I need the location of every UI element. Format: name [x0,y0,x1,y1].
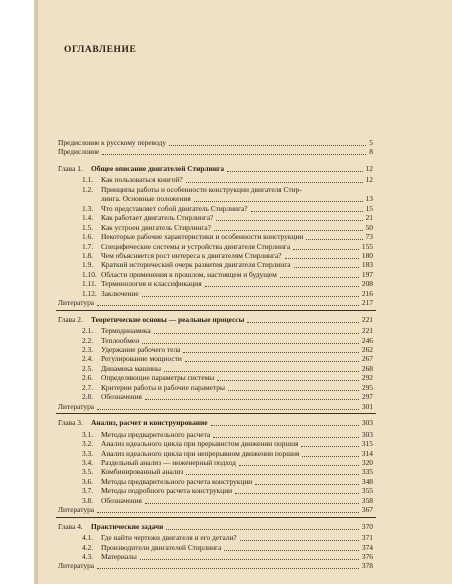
toc-entry-number: 1.12. [82,288,97,298]
toc-entry-number: 4.2. [82,542,94,552]
toc-entry-number: 3.2. [82,439,94,449]
toc-entry-title: Удержание рабочего тела [101,345,181,354]
toc-entry-number: 1.4. [82,213,94,223]
toc-page-number: 73 [365,232,373,242]
dot-leader [301,445,358,447]
chapter-divider [56,517,376,518]
dot-leader [294,266,359,268]
dot-leader [166,528,359,530]
toc-entry-number: 1.10. [82,269,97,279]
toc-entry-number: 3.4. [82,457,94,467]
toc-page-number: 8 [369,147,373,157]
dot-leader [186,181,363,183]
toc-page-number: 12 [365,175,373,185]
toc-entry-row [58,505,373,515]
toc-entry-title: Принципы работы и особенности конструкции двигателя Стир- [101,184,302,194]
toc-page-number: 21 [365,213,373,223]
toc-entry-number: Глава 3. [58,418,83,428]
toc-page-number: 197 [361,269,373,279]
toc-page-number: 358 [361,495,373,505]
dot-leader [247,321,359,323]
toc-entry-title: Методы предварительного расчета конструкции [101,476,253,486]
toc-entry-title: Литература [58,505,95,515]
toc-entry-title: Производители двигателей Стирлинга [101,542,222,552]
toc-entry-title: Предисловие [58,147,100,157]
toc-entry-title: Методы подробного расчета конструкции [101,486,233,496]
dot-leader [239,464,359,466]
dot-leader [213,436,359,438]
dot-leader [145,398,359,400]
toc-page-number: 208 [361,279,373,289]
toc-entry-title: Комбинированный анализ [101,467,184,477]
toc-entry-number: 2.2. [82,335,94,345]
toc-entry-number: 2.1. [82,326,94,336]
toc-entry-number: 1.3. [82,203,94,213]
toc-page-number: 348 [361,476,373,486]
toc-entry-title: Некоторые рабочие характеристики и особенности конструкции [101,232,304,242]
toc-page-number: 155 [361,241,373,251]
dot-leader [240,539,359,541]
toc-entry-title: Общее описание двигателей Стирлинга [91,163,225,173]
dot-leader [251,210,363,212]
dot-leader [217,379,359,381]
toc-page-number: 268 [361,363,373,373]
dot-leader [97,304,359,306]
dot-leader [228,389,359,391]
toc-entry-number: 2.7. [82,382,94,392]
toc-entry-number: 1.6. [82,232,94,242]
toc-entry-title: Краткий исторический очерк развития двигателя Стирлинга [101,260,291,270]
toc-entry-number: Глава 1. [58,163,83,173]
toc-page-number: 183 [361,260,373,270]
toc-entry-number: 1.2. [82,184,94,194]
toc-entry-title: Литература [58,401,95,411]
toc-entry-title: Как работает двигатель Стирлинга? [101,213,214,223]
dot-leader [280,276,359,278]
dot-leader [97,511,359,513]
toc-entry-number: 1.9. [82,260,94,270]
toc-page-number: 180 [361,250,373,260]
dot-leader [216,219,362,221]
toc-entry-number: 1.11. [82,279,97,289]
dot-leader [183,351,358,353]
dot-leader [293,248,359,250]
toc-chapter-row [58,164,373,174]
toc-entry-title: Анализ, расчет и конструирование [91,418,208,428]
toc-page-number: 217 [361,298,373,308]
toc-page-number: 216 [361,288,373,298]
dot-leader [97,567,359,569]
toc-entry-title: Обозначения [101,392,142,402]
toc-heading: ОГЛАВЛЕНИЕ [64,45,137,55]
toc-entry-title: Регулирование мощности [101,354,182,364]
toc-page-number: 221 [361,314,373,324]
toc-entry-title: линга. Основные положения [101,194,191,204]
toc-page-number: 378 [361,561,373,571]
chapter-divider [56,413,376,414]
toc-entry-number: 3.1. [82,429,94,439]
toc-entry-title: Где найти чертежи двигателя и его детали? [101,533,237,543]
toc-entry-number: 4.3. [82,552,94,561]
dot-leader [142,295,359,297]
toc-page-number: 376 [361,552,373,561]
dot-leader [302,455,359,457]
toc-entry-number: 3.6. [82,476,94,486]
toc-entry-row [58,147,373,157]
toc-entry-row [58,561,373,571]
toc-entry-title: Как пользоваться книгой? [101,175,183,185]
toc-entry-title: Литература [58,298,95,308]
dot-leader [227,170,363,172]
toc-page-number: 301 [361,401,373,411]
toc-entry-title: Литература [58,561,95,571]
toc-entry-title: Раздельный анализ — инженерный подход [101,457,236,467]
dot-leader [306,238,362,240]
toc-page-number: 12 [365,163,373,173]
dot-leader [224,549,359,551]
toc-entry-title: Критерии работы и рабочие параметры [101,382,225,392]
toc-entry-title: Методы предварительного расчета [101,429,211,439]
toc-entry-number: 1.1. [82,175,94,185]
toc-entry-number: 1.8. [82,250,94,260]
toc-page-number: 13 [365,194,373,204]
toc-entry-number: 2.6. [82,373,94,383]
toc-entry-title: Термодинамика [101,326,151,336]
toc-page-number: 295 [361,382,373,392]
dot-leader [255,483,359,485]
toc-entry-title: Предисловие к русскому переводу [58,138,167,147]
toc-chapter-row [58,418,373,428]
dot-leader [214,229,363,231]
toc-page-number: 367 [361,505,373,515]
toc-page-number: 15 [365,203,373,213]
toc-entry-title: Теоретические основы — реальные процессы [91,314,245,324]
toc-entry-title: Динамика машины [101,363,161,373]
toc-entry-title: Анализ идеального цикла при прерывистом движении поршня [101,439,299,449]
toc-page-number: 370 [361,521,373,531]
toc-entry-number: Глава 4. [58,521,83,531]
dot-leader [169,144,366,146]
toc-page-number: 355 [361,486,373,496]
toc-entry-number: Глава 2. [58,314,83,324]
toc-page-number: 315 [361,439,373,449]
toc-entry-title: Заключение [101,288,139,298]
toc-entry-title: Что представляет собой двигатель Стирлинга? [101,203,248,213]
toc-page-number: 303 [361,429,373,439]
toc-page-number: 297 [361,392,373,402]
dot-leader [211,424,359,426]
toc-entry-number: 3.3. [82,448,94,458]
toc-entry-number: 3.5. [82,467,94,477]
toc-page-number: 267 [361,354,373,364]
toc-page-number: 314 [361,448,373,458]
dot-leader [140,558,359,560]
toc-page-number: 374 [361,542,373,552]
toc-page-number: 262 [361,345,373,354]
toc-entry-title: Терминология и классификация [101,279,202,289]
dot-leader [285,257,359,259]
dot-leader [235,492,359,494]
dot-leader [186,473,359,475]
toc-page-number: 50 [365,222,373,232]
toc-chapter-row [58,522,373,532]
toc-entry-title: Обозначения [101,495,142,505]
dot-leader [205,285,359,287]
toc-page-number: 303 [361,418,373,428]
toc-entry-title: Материалы [101,552,137,561]
toc-entry-title: Анализ идеального цикла при непрерывном движении поршня [101,448,300,458]
toc-page-number: 371 [361,533,373,543]
toc-page-number: 221 [361,326,373,336]
toc-entry-title: Определяющие параметры системы [101,373,215,383]
dot-leader [185,360,359,362]
dot-leader [97,408,359,410]
dot-leader [194,200,363,202]
chapter-divider [56,310,376,311]
toc-entry-number: 2.8. [82,392,94,402]
dot-leader [154,332,359,334]
toc-entry-title: Области применения в прошлом, настоящем и будущем [101,269,277,279]
toc-entry-number: 1.5. [82,222,94,232]
toc-entry-title: Практические задачи [91,521,164,531]
toc-entry-number: 3.7. [82,486,94,496]
toc-page-number: 320 [361,457,373,467]
toc-entry-number: 2.5. [82,363,94,373]
toc-entry-title: Специфические системы и устройства двигателя Стирлинга [101,241,291,251]
toc-entry-title: Чем объясняется рост интереса к двигателям Стирлинга? [101,250,282,260]
dot-leader [145,502,359,504]
toc-chapter-row [58,315,373,325]
toc-entry-number: 1.7. [82,241,94,251]
toc-entry-number: 4.1. [82,533,94,543]
toc-page-number: 292 [361,373,373,383]
dot-leader [164,370,359,372]
toc-entry-number: 2.4. [82,354,94,364]
toc-entry-title: Теплообмен [101,335,140,345]
toc-page-number: 335 [361,467,373,477]
toc-entry-row [58,298,373,308]
dot-leader [142,342,359,344]
toc-entry-title: Как устроен двигатель Стирлинга? [101,222,211,232]
toc-entry-number: 3.8. [82,495,94,505]
toc-entry-row [58,402,373,412]
toc-page-number: 5 [369,138,373,147]
dot-leader [102,153,366,155]
toc-page-number: 246 [361,335,373,345]
toc-entry-number: 2.3. [82,345,94,354]
